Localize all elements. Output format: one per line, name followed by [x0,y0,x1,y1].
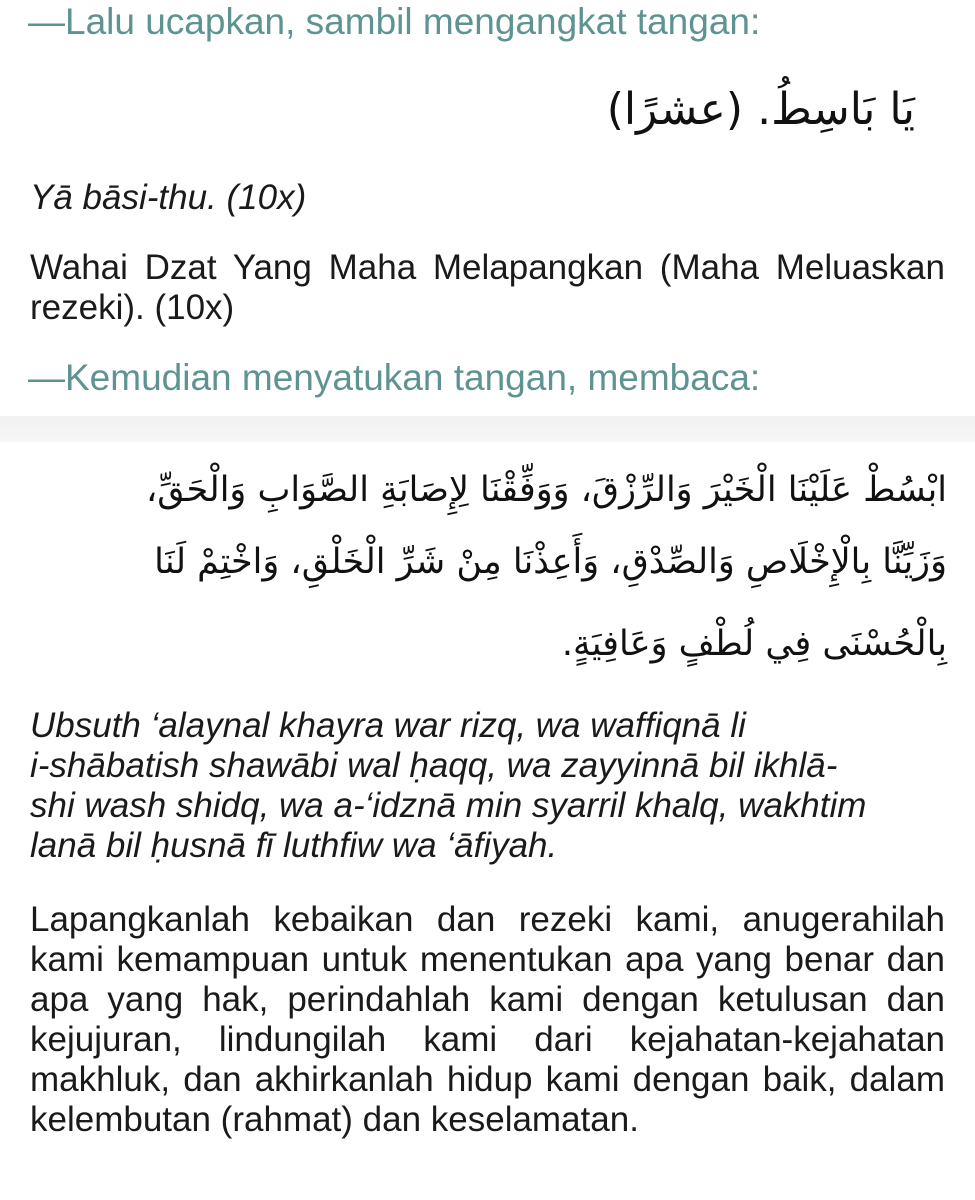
instruction-join-hands: —Kemudian menyatukan tangan, membaca: [28,357,761,398]
translation-prayer: Lapangkanlah kebaikan dan rezeki kami, anugerahilah kami kemampuan untuk menentukan apa yang benar dan apa yang hak, perindahlah kami dengan ketulusan dan kejujuran, lindungilah kami dari kejahatan-kejahatan makhluk, dan akhirkanlah hidup kami dengan baik, dalam kelembutan (rahmat) dan keselamatan. [30,900,945,1139]
transliteration-line-1: Ubsuth ‘alaynal khayra war rizq, wa waffiqnā li [30,706,746,745]
section-divider-band [0,416,975,442]
transliteration-ya-basith: Yā bāsi-thu. (10x) [30,178,307,217]
arabic-prayer-line-1: ابْسُطْ عَلَيْنَا الْخَيْرَ وَالرِّزْقَ، وَوَفِّقْنَا لِإِصَابَةِ الصَّوَابِ وَالْحَقِّ، [145,470,947,510]
arabic-prayer-line-3: بِالْحُسْنَى فِي لُطْفٍ وَعَافِيَةٍ. [561,624,947,664]
arabic-ya-basith: يَا بَاسِطُ. (عشرًا) [606,84,915,135]
instruction-raise-hands: —Lalu ucapkan, sambil mengangkat tangan: [28,1,761,42]
translation-ya-basith: Wahai Dzat Yang Maha Melapangkan (Maha Meluaskan rezeki). (10x) [30,248,945,327]
arabic-prayer-line-2: وَزَيِّنَّا بِالْإِخْلَاصِ وَالصِّدْقِ، وَأَعِذْنَا مِنْ شَرِّ الْخَلْقِ، وَاخْتِمْ لَنَا [154,542,947,582]
transliteration-line-4: lanā bil ḥusnā fī luthfiw wa ‘āfiyah. [30,826,558,865]
transliteration-line-2: i-shābatish shawābi wal ḥaqq, wa zayyinnā bil ikhlā- [30,746,838,785]
transliteration-line-3: shi wash shidq, wa a-‘idznā min syarril khalq, wakhtim [30,786,867,825]
